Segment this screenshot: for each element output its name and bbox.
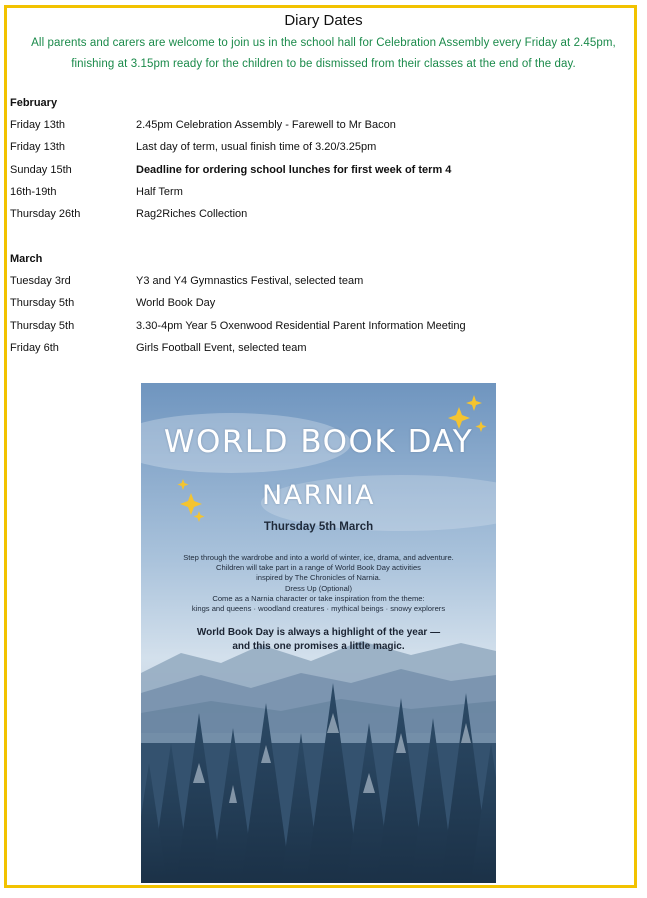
diary-date: Tuesday 3rd bbox=[10, 275, 71, 287]
diary-date: Friday 13th bbox=[10, 141, 66, 153]
diary-row bbox=[10, 164, 630, 180]
poster-title: WORLD BOOK DAY bbox=[163, 424, 474, 460]
poster-body-line: kings and queens · woodland creatures · mythical beings · snowy explorers bbox=[191, 604, 446, 613]
march-heading: March bbox=[10, 253, 43, 265]
poster-body-line: Children will take part in a range of World Book Day activities bbox=[216, 563, 421, 572]
diary-date: Friday 13th bbox=[10, 119, 66, 131]
diary-event: Rag2Riches Collection bbox=[136, 208, 248, 220]
february-heading: February bbox=[10, 97, 58, 109]
diary-row bbox=[10, 297, 630, 313]
poster-body-line: inspired by The Chronicles of Narnia. bbox=[256, 573, 381, 582]
diary-row bbox=[10, 186, 630, 202]
poster-subtitle: NARNIA bbox=[261, 480, 376, 511]
page-title: Diary Dates bbox=[284, 12, 363, 29]
intro-line-1: All parents and carers are welcome to join us in the school hall for Celebration Assembly every Friday at 2.45pm, bbox=[31, 37, 616, 49]
diary-row bbox=[10, 320, 630, 336]
diary-row bbox=[10, 342, 630, 358]
diary-event: World Book Day bbox=[136, 297, 216, 309]
diary-event: Y3 and Y4 Gymnastics Festival, selected team bbox=[136, 275, 364, 287]
poster-body-line: Come as a Narnia character or take inspiration from the theme: bbox=[212, 594, 425, 603]
diary-row bbox=[10, 141, 630, 157]
diary-row bbox=[10, 119, 630, 135]
poster-highlight-line: and this one promises a little magic. bbox=[232, 641, 405, 652]
poster-date: Thursday 5th March bbox=[263, 521, 374, 533]
diary-event: Girls Football Event, selected team bbox=[136, 342, 307, 354]
poster-highlight-line: World Book Day is always a highlight of the year — bbox=[196, 627, 441, 638]
poster-body-line: Step through the wardrobe and into a world of winter, ice, drama, and adventure. bbox=[183, 553, 454, 562]
intro-line-2: finishing at 3.15pm ready for the children to be dismissed from their classes at the end of the day. bbox=[71, 58, 576, 70]
diary-date: Thursday 26th bbox=[10, 208, 81, 220]
diary-date: 16th-19th bbox=[10, 186, 57, 198]
diary-row bbox=[10, 208, 630, 224]
diary-date: Sunday 15th bbox=[10, 164, 72, 176]
diary-event: 3.30-4pm Year 5 Oxenwood Residential Parent Information Meeting bbox=[136, 320, 466, 332]
diary-date: Thursday 5th bbox=[10, 297, 75, 309]
poster-body-line: Dress Up (Optional) bbox=[284, 584, 353, 593]
diary-event: Last day of term, usual finish time of 3.20/3.25pm bbox=[136, 141, 377, 153]
diary-date: Thursday 5th bbox=[10, 320, 75, 332]
diary-row bbox=[10, 275, 630, 291]
diary-event-deadline: Deadline for ordering school lunches for first week of term 4 bbox=[136, 164, 452, 176]
diary-date: Friday 6th bbox=[10, 342, 59, 354]
diary-event: Half Term bbox=[136, 186, 183, 198]
diary-event: 2.45pm Celebration Assembly - Farewell to Mr Bacon bbox=[136, 119, 396, 131]
